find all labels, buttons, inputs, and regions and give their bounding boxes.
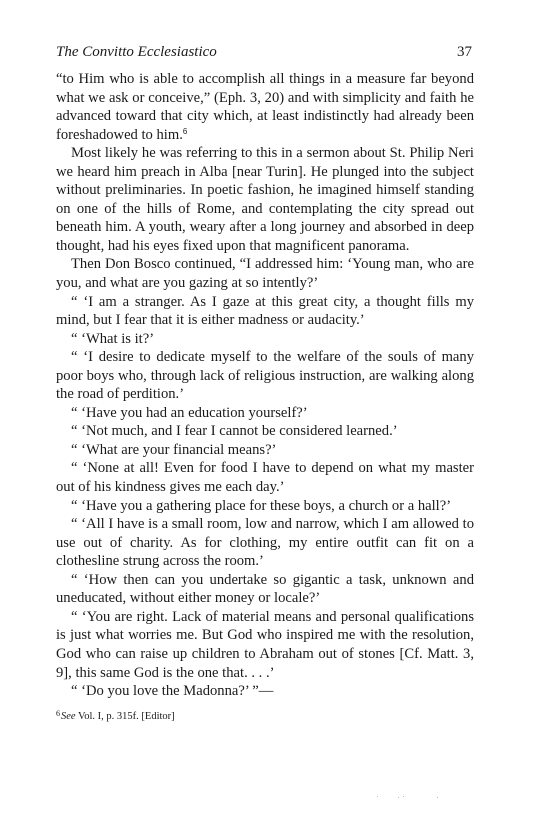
scan-speck — [398, 797, 399, 798]
page-number: 37 — [457, 44, 472, 60]
paragraph-text: “to Him who is able to accomplish all things in a measure far beyond what we ask or conceive,” (Eph. 3, 20) and with simplicity and faith he advanced toward that city which, at least indistinctly had already been foreshadowed to him. — [56, 71, 474, 143]
paragraph-text: “ ‘Not much, and I fear I cannot be considered learned.’ — [71, 423, 398, 440]
footnote — [56, 707, 474, 723]
paragraph — [56, 422, 474, 441]
scan-speck — [377, 796, 378, 797]
paragraph — [56, 459, 474, 496]
paragraph-text: “ ‘I desire to dedicate myself to the welfare of the souls of many poor boys who, through lack of religious instruction, are walking along the road of perdition.’ — [56, 349, 474, 403]
scan-speck — [403, 796, 404, 797]
paragraph — [56, 608, 474, 682]
paragraph-text: “ ‘Have you had an education yourself?’ — [71, 404, 308, 421]
paragraph-text: “ ‘None at all! Even for food I have to depend on what my master out of his kindness gives me each day.’ — [56, 460, 474, 496]
paragraph-text: “ ‘What are your financial means?’ — [71, 441, 277, 458]
paragraph-text: “ ‘All I have is a small room, low and narrow, which I am allowed to use out of charity. As for clothing, my entire outfit can fit on a clothesline strung across the room.’ — [56, 516, 474, 570]
paragraph-text: “ ‘I am a stranger. As I gaze at this great city, a thought fills my mind, but I fear that it is either madness or audacity.’ — [56, 293, 474, 329]
paragraph — [56, 682, 474, 701]
paragraph — [56, 571, 474, 608]
paragraph — [56, 293, 474, 330]
paragraph — [56, 70, 474, 144]
paragraph-text: “ ‘How then can you undertake so gigantic a task, unknown and uneducated, without either money or locale?’ — [56, 571, 474, 607]
paragraph — [56, 144, 474, 255]
paragraph — [56, 404, 474, 423]
running-head — [56, 44, 474, 70]
running-title: The Convitto Ecclesiastico — [56, 44, 217, 60]
paragraph-text: Then Don Bosco continued, “I addressed him: ‘Young man, who are you, and what are you gazing at so intently?’ — [56, 256, 474, 292]
paragraph-text: “ ‘You are right. Lack of material means and personal qualifications is just what worries me. But God who inspired me with the resolution, God who can raise up children to Abraham out of stones [Cf. Matt. 3, 9], this same God is the one that. . . .’ — [56, 608, 474, 681]
footnote-text: Vol. I, p. 315f. [Editor] — [78, 710, 175, 722]
paragraph — [56, 330, 474, 349]
paragraph-text: “ ‘Have you a gathering place for these boys, a church or a hall?’ — [71, 497, 452, 514]
footnote-see: See — [61, 710, 76, 722]
paragraph-text: “ ‘What is it?’ — [71, 330, 155, 347]
paragraph — [56, 441, 474, 460]
paragraph — [56, 497, 474, 516]
footnote-marker: 6 — [56, 708, 60, 718]
paragraph — [56, 255, 474, 292]
paragraph-text: “ ‘Do you love the Madonna?’ ”— — [71, 683, 274, 700]
footnote-reference: 6 — [182, 126, 188, 136]
paragraph-text: Most likely he was referring to this in a sermon about St. Philip Neri we heard him preach in Alba [near Turin]. He plunged into the subject without preliminaries. In poetic fashion, he imagined himself standing on one of the hills of Rome, and contemplating the city spread out beneath him. A youth, weary after a long journey and absorbed in deep thought, had his eyes fixed upon that magnificent panorama. — [56, 145, 474, 254]
scan-speck — [437, 797, 438, 798]
paragraph — [56, 515, 474, 571]
paragraph — [56, 348, 474, 404]
book-page — [56, 44, 474, 723]
body-text — [56, 70, 474, 701]
